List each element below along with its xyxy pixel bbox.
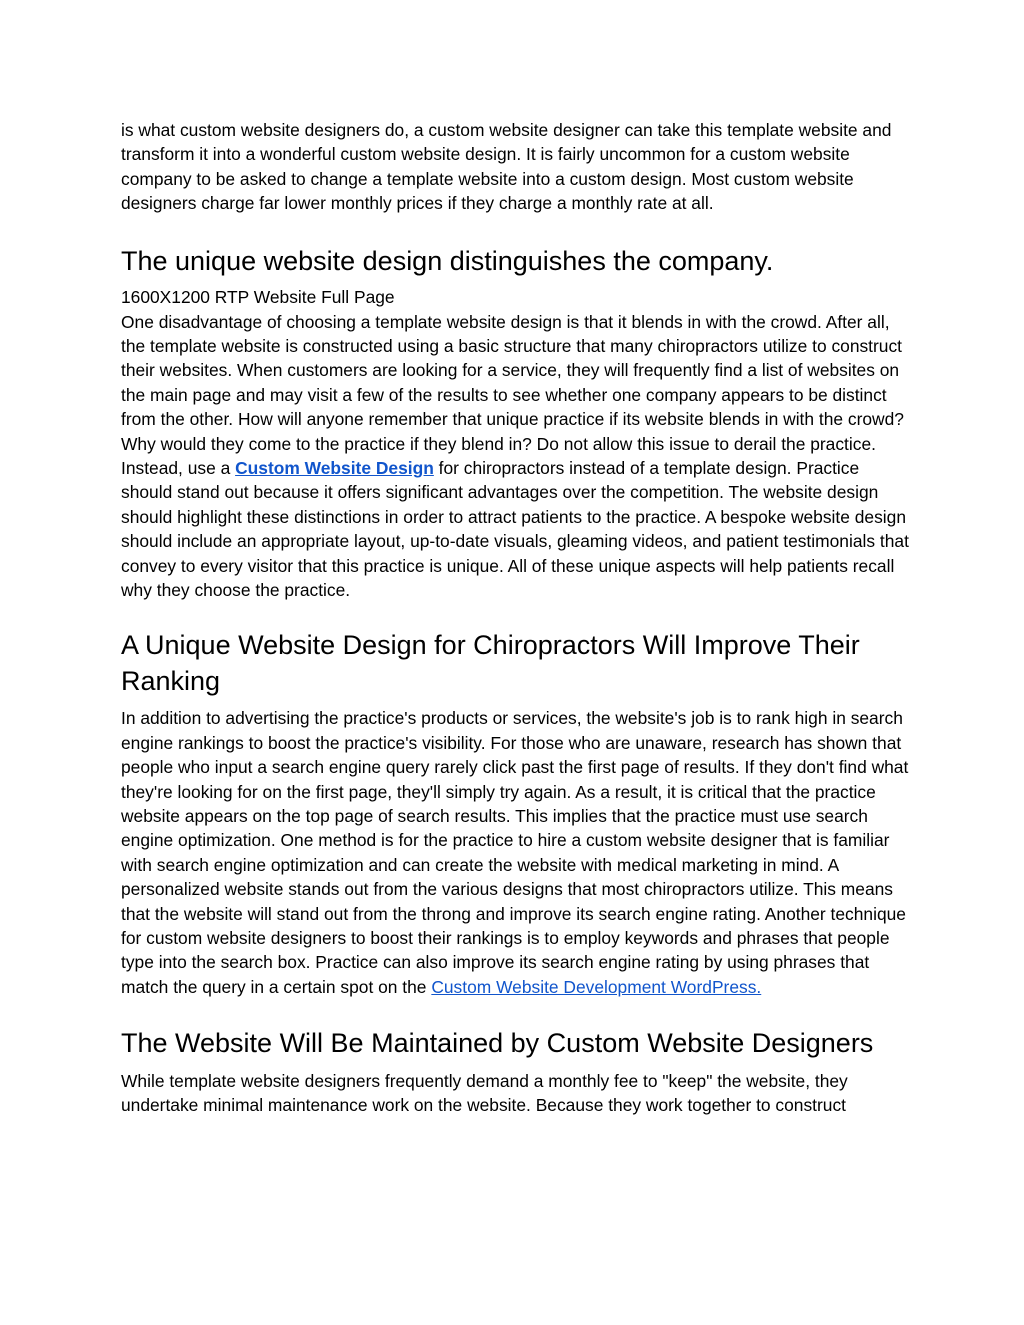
section1-paragraph	[121, 285, 911, 602]
section3-heading: The Website Will Be Maintained by Custom Website Designers	[121, 1028, 874, 1059]
image-caption: 1600X1200 RTP Website Full Page	[121, 287, 395, 308]
intro-paragraph: is what custom website designers do, a custom website designer can take this template website and transform it into a wonderful custom website design. It is fairly uncommon for a custom website company to be asked to change a template website into a custom design. Most custom website designers charge far lower monthly prices if they charge a monthly rate at all.	[121, 120, 892, 214]
section2-body-before-link: In addition to advertising the practice's products or services, the website's job is to rank high in search engine rankings to boost the practice's visibility. For those who are unaware, research has shown that people who input a search engine query rarely click past the first page of results. If they don't find what they're looking for on the first page, they'll simply try again. As a result, it is critical that the practice website appears on the top page of search results. This implies that the practice must use search engine optimization. One method is for the practice to hire a custom website designer that is familiar with search engine optimization and can create the website with medical marketing in mind. A personalized website stands out from the various designs that most chiropractors utilize. This means that the website will stand out from the throng and improve its search engine rating. Another technique for custom website designers to boost their rankings is to employ keywords and phrases that people type into the search box. Practice can also improve its search engine rating by using phrases that match the query in a certain spot on the	[121, 708, 909, 997]
document-page	[121, 118, 911, 1118]
section1-body-after-link: for chiropractors instead of a template design. Practice should stand out because it offers significant advantages over the competition. The website design should highlight these distinctions in order to attract patients to the practice. A bespoke website design should include an appropriate layout, up-to-date visuals, gleaming videos, and patient testimonials that convey to every visitor that this practice is unique. All of these unique aspects will help patients recall why they choose the practice.	[121, 457, 909, 600]
section2-paragraph	[121, 706, 911, 999]
section2-heading: A Unique Website Design for Chiropractors Will Improve Their Ranking	[121, 630, 860, 696]
custom-website-design-link[interactable]: Custom Website Design	[235, 457, 434, 478]
section1-body-before-link: One disadvantage of choosing a template website design is that it blends in with the crowd. After all, the template website is constructed using a basic structure that many chiropractors utilize to construct their websites. When customers are looking for a service, they will frequently find a list of websites on the main page and may visit a few of the results to see whether one company appears to be distinct from the other. How will anyone remember that unique practice if its website blends in with the crowd? Why would they come to the practice if they blend in? Do not allow this issue to derail the practice. Instead, use a	[121, 311, 904, 478]
section3-paragraph: While template website designers frequently demand a monthly fee to "keep" the website, they undertake minimal maintenance work on the website. Because they work together to construct	[121, 1070, 848, 1116]
section1-heading: The unique website design distinguishes the company.	[121, 245, 774, 276]
custom-website-development-wordpress-link[interactable]: Custom Website Development WordPress.	[431, 976, 762, 997]
